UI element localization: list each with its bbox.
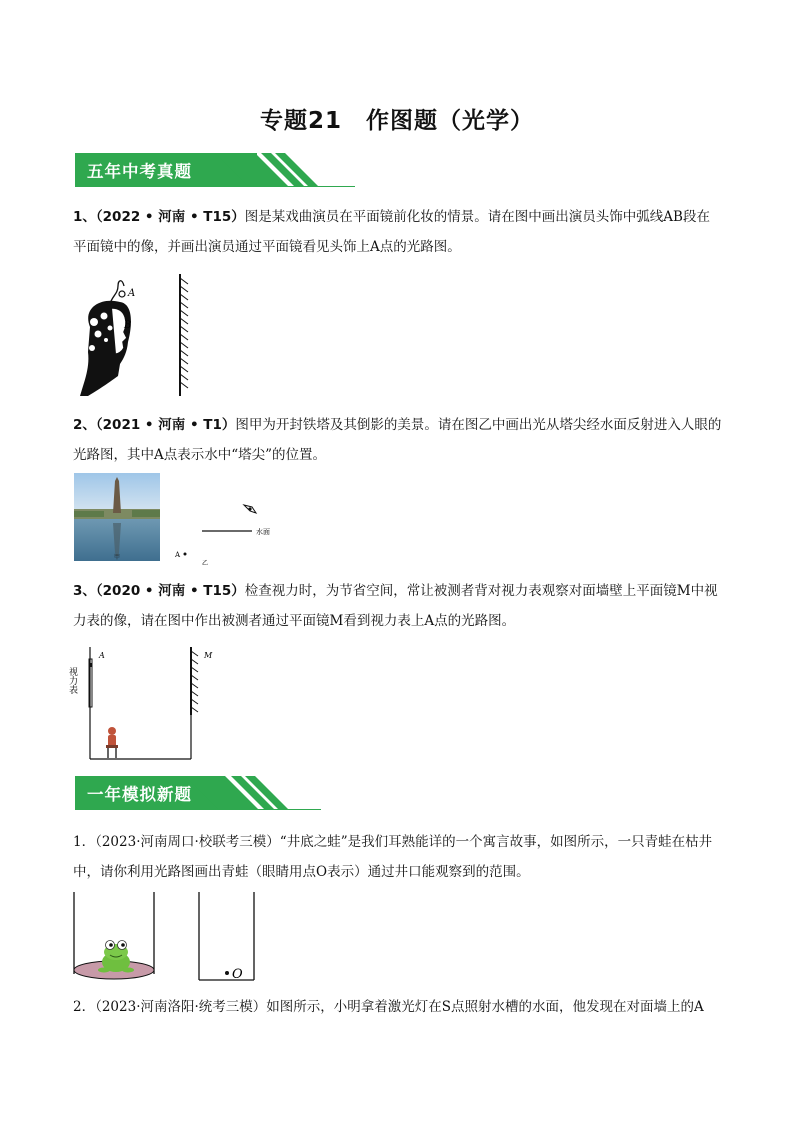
label-yi: 乙 <box>202 560 209 567</box>
figure-eye-chart-room <box>67 645 220 763</box>
question-3 <box>73 576 723 636</box>
question-source: （2023·河南周口·校联考三模） <box>95 834 280 850</box>
label-a: A <box>128 288 136 299</box>
question-source: （2021 • 河南 • T1） <box>95 417 236 433</box>
question-number: 1、 <box>73 209 96 225</box>
question-source: （2020 • 河南 • T15） <box>95 583 245 599</box>
question-number: 2、 <box>73 417 96 433</box>
point-o <box>225 971 229 975</box>
figure-actress-mirror <box>72 272 202 398</box>
section-label: 五年中考真题 <box>87 162 192 181</box>
figure-water-surface <box>172 495 282 567</box>
question-number: 1． <box>73 834 96 850</box>
banner-stripes-icon <box>215 153 335 187</box>
seated-person-icon <box>106 727 118 758</box>
mock-question-1 <box>73 827 723 887</box>
page-title: 专题21 作图题（光学） <box>259 108 534 134</box>
photo-iron-tower <box>74 473 160 561</box>
mock-question-2 <box>73 992 723 1022</box>
label-a: A <box>175 551 181 559</box>
banner-stripes-icon <box>185 776 305 810</box>
question-source: （2023·河南洛阳·统考三模） <box>95 999 267 1015</box>
question-text: 如图所示，小明拿着激光灯在S点照射水槽的水面，他发现在对面墙上的A <box>266 999 704 1015</box>
question-text: 图甲为开封铁塔及其倒影的美景。请在图乙中画出光从塔尖经水面反射进入人眼的光路图，其中A点表示水中“塔尖”的位置。 <box>73 417 722 463</box>
question-text: 图是某戏曲演员在平面镜前化妆的情景。请在图中画出演员头饰中弧线AB段在平面镜中的像，并画出演员通过平面镜看见头饰上A点的光路图。 <box>73 209 710 255</box>
figure-well-frog <box>70 890 162 984</box>
question-text: “井底之蛙”是我们耳熟能详的一个寓言故事，如图所示，一只青蛙在枯井中，请你利用光路图画出青蛙（眼睛用点O表示）通过井口能观察到的范围。 <box>73 834 713 880</box>
label-chart: 视力表 <box>67 667 77 694</box>
label-o: O <box>232 967 243 982</box>
label-water: 水面 <box>256 528 270 536</box>
label-a: A <box>99 651 105 660</box>
figure-well-point-o <box>194 890 260 984</box>
question-1 <box>73 202 723 262</box>
question-number: 3、 <box>73 583 96 599</box>
question-text: 检查视力时，为节省空间，常让被测者背对视力表观察对面墙壁上平面镜M中视力表的像，请在图中作出被测者通过平面镜M看到视力表上A点的光路图。 <box>73 583 718 629</box>
section-banner-mock-exams <box>75 776 321 810</box>
question-2 <box>73 410 723 470</box>
question-number: 2． <box>73 999 96 1015</box>
section-label: 一年模拟新题 <box>87 785 192 804</box>
label-jia: 甲 <box>114 554 121 561</box>
label-m: M <box>204 651 213 660</box>
section-banner-past-exams <box>75 153 355 187</box>
label-b: B <box>124 320 132 331</box>
frog-icon <box>98 941 134 973</box>
question-source: （2022 • 河南 • T15） <box>95 209 245 225</box>
